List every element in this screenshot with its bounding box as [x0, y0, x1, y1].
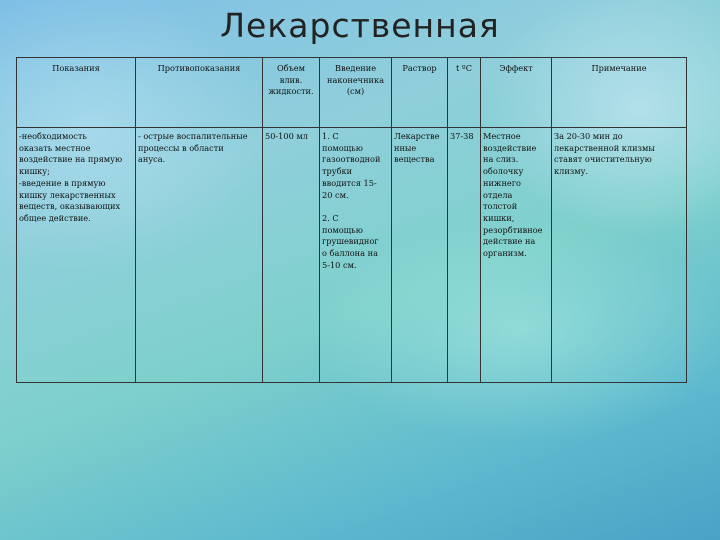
header-volume: Объем влив. жидкости. [263, 58, 320, 128]
table-header-row [17, 58, 687, 128]
cell-temperature: 37-38 [448, 128, 481, 383]
header-effect: Эффект [481, 58, 552, 128]
cell-tip-insertion: 1. С помощью газоотводной трубки вводится 15- 20 см. 2. С помощью грушевидног о баллона на 5-10 см. [320, 128, 392, 383]
cell-solution: Лекарстве нные вещества [392, 128, 448, 383]
header-indications: Показания [17, 58, 136, 128]
enema-info-table [16, 57, 687, 383]
cell-contraindications: - острые воспалительные процессы в области ануса. [136, 128, 263, 383]
cell-indications: -необходимость оказать местное воздействие на прямую кишку; -введение в прямую кишку лекарственных веществ, оказывающих общее действие. [17, 128, 136, 383]
header-note: Примечание [552, 58, 687, 128]
table-row [17, 128, 687, 383]
header-contraindications: Противопоказания [136, 58, 263, 128]
header-temperature: t ºC [448, 58, 481, 128]
slide-title: Лекарственная [220, 6, 500, 45]
header-solution: Раствор [392, 58, 448, 128]
cell-effect: Местное воздействие на слиз. оболочку нижнего отдела толстой кишки, резорбтивное действие на организм. [481, 128, 552, 383]
cell-volume: 50-100 мл [263, 128, 320, 383]
cell-note: За 20-30 мин до лекарственной клизмы ставят очистительную клизму. [552, 128, 687, 383]
header-tip-insertion: Введение наконечника (см) [320, 58, 392, 128]
